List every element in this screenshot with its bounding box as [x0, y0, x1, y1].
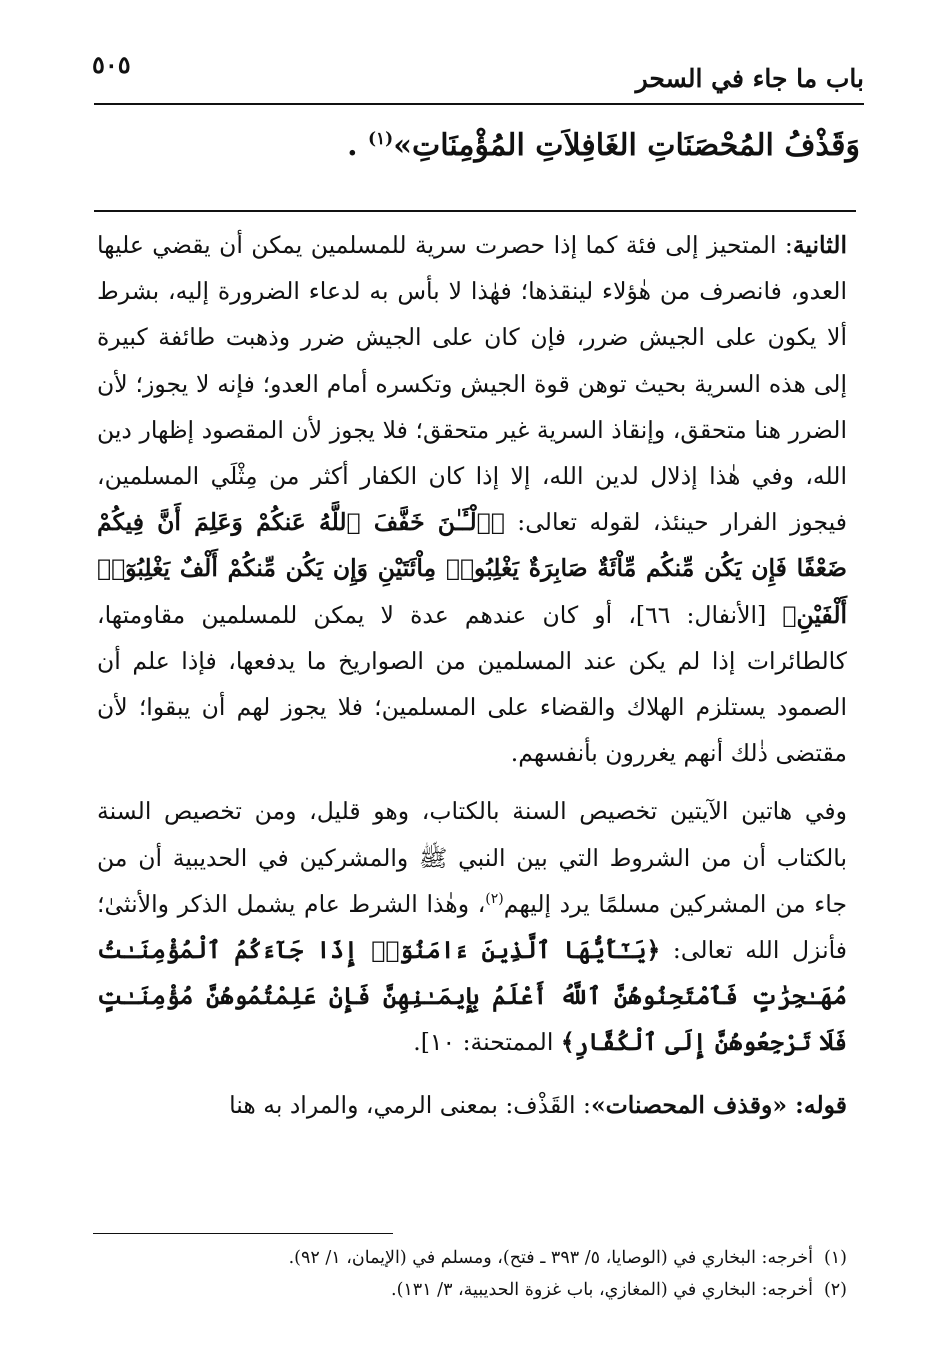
paragraph-text: ، وهٰذا الشرط عام يشمل الذكر والأنثىٰ؛ فأنزل الله تعالى:: [97, 889, 848, 965]
footnote-text: أخرجه: البخاري في (الوصايا، ٥/ ٣٩٣ ـ فتح)، ومسلم في (الإيمان، ١/ ٩٢).: [288, 1248, 813, 1268]
footnote-number: (١): [823, 1248, 847, 1268]
footnote-ref-1[interactable]: (١): [367, 129, 394, 149]
paragraph-second-case: [97, 222, 847, 776]
footnote-number: (٢): [823, 1280, 847, 1300]
paragraph-text: [الأنفال: ٦٦]، أو كان عندهم عدة لا يمكن للمسلمين مقاومتها، كالطائرات إذا لم يكن عند المسلمين من الصواريخ ما يدفعها، فإذا علم أن الصمود يستلزم الهلاك والقضاء على المسلمين؛ فلا يجوز لهم أن يبقوا؛ لأن مقتضى ذٰلك أنهم يغررون بأنفسهم.: [97, 600, 847, 768]
hadith-text: وَقَذْفُ المُحْصَنَاتِ الغَافِلاَتِ المُؤْمِنَاتِ»: [393, 128, 860, 163]
footnote-ref-2[interactable]: (٢): [485, 891, 504, 908]
footnotes: [87, 1242, 847, 1306]
header-rule: [94, 103, 864, 105]
footnote-rule: [93, 1233, 393, 1234]
paragraph-text: الممتحنة: ١٠].: [413, 1028, 561, 1057]
paragraph-qadhf: [97, 1082, 847, 1128]
quran-quote: ﴿يَـٰٓأَيُّهَا ٱلَّذِينَ ءَامَنُوٓا۟ إِذَا جَآءَكُمُ ٱلْمُؤْمِنَـٰتُ مُهَـٰجِرَٰتٍ فَٱمْتَحِنُوهُنَّ ٱللَّهُ أَعْلَمُ بِإِيمَـٰنِهِنَّ فَإِنْ عَلِمْتُمُوهُنَّ مُؤْمِنَـٰتٍ فَلَا تَرْجِعُوهُنَّ إِلَى ٱلْكُفَّارِ﴾: [97, 936, 847, 1057]
paragraph-lead: الثانية: [792, 231, 847, 259]
commentary-body: [97, 222, 847, 1128]
chapter-title: باب ما جاء في السحر: [635, 64, 864, 93]
quran-quote: ﴿ٱلْـَٔـٰنَ خَفَّفَ ٱللَّهُ عَنكُمْ وَعَلِمَ أَنَّ فِيكُمْ ضَعْفًا فَإِن يَكُن مِّنكُم مِّاْئَةٌ صَابِرَةٌ يَغْلِبُوا۟ مِاْئَتَيْنِ وَإِن يَكُن مِّنكُمْ أَلْفٌ يَغْلِبُوٓا۟ أَلْفَيْنِ﴾: [97, 508, 848, 629]
page-number: ٥٠٥: [92, 50, 131, 79]
footnote-1: [87, 1242, 847, 1274]
paragraph-lead: قوله: «وقذف المحصنات»: [590, 1090, 847, 1119]
paragraph-two-verses: [97, 788, 847, 1065]
hadith-end: .: [347, 128, 368, 163]
section-rule: [94, 210, 856, 212]
footnote-text: أخرجه: البخاري في (المغازي، باب غزوة الحديبية، ٣/ ١٣١).: [391, 1280, 813, 1300]
paragraph-text: : القَذْف: بمعنى الرمي، والمراد به هنا: [229, 1090, 591, 1119]
footnote-2: [87, 1274, 847, 1306]
hadith-excerpt: [100, 128, 860, 163]
paragraph-text: وفي هاتين الآيتين تخصيص السنة بالكتاب، وهو قليل، ومن تخصيص السنة بالكتاب أن من الشروط التي بين النبي ﷺ والمشركين في الحديبية أن من جاء من المشركين مسلمًا يرد إليهم: [97, 797, 847, 918]
paragraph-text: : المتحيز إلى فئة كما إذا حصرت سرية للمسلمين يمكن أن يقضي عليها العدو، فانصرف من هٰؤلاء لينقذها؛ فهٰذا لا بأس به لدعاء الضرورة إليه، بشرط ألا يكون على الجيش ضرر، فإن كان على الجيش ضرر وذهبت طائفة كبيرة إلى هذه السرية بحيث توهن قوة الجيش وتكسره أمام العدو؛ فإنه لا يجوز؛ لأن الضرر هنا متحقق، وإنقاذ السرية غير متحقق؛ فلا يجوز لأن المقصود إظهار دين الله، وفي هٰذا إذلال لدين الله، إلا إذا كان الكفار أكثر من مِثْلَي المسلمين، فيجوز الفرار حينئذ، لقوله تعالى:: [97, 231, 847, 537]
